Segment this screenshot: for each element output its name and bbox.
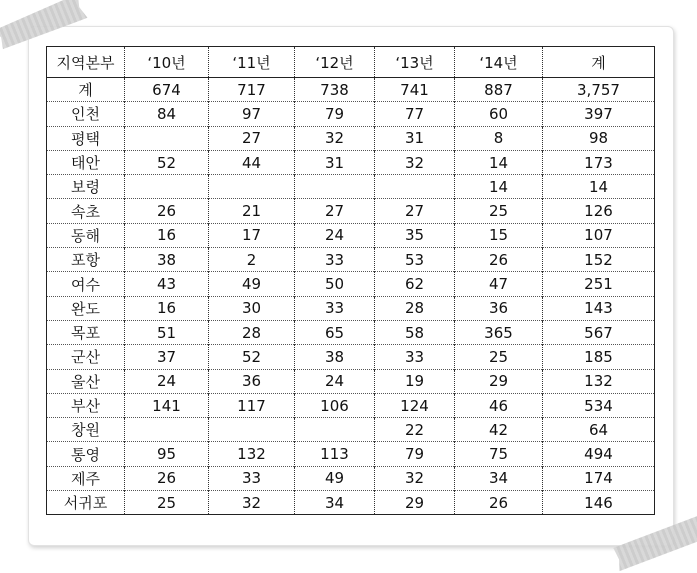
year-value-cell: 19 xyxy=(375,369,455,393)
total-cell: 3,757 xyxy=(543,78,655,102)
year-value-cell: 24 xyxy=(125,369,209,393)
year-value-cell: 141 xyxy=(125,393,209,417)
table-row xyxy=(47,491,655,515)
table-row xyxy=(47,126,655,150)
total-cell: 152 xyxy=(543,248,655,272)
table-row xyxy=(47,175,655,199)
table-row xyxy=(47,248,655,272)
year-value-cell: 28 xyxy=(209,320,295,344)
year-value-cell: 37 xyxy=(125,345,209,369)
table-row xyxy=(47,102,655,126)
year-value-cell: 95 xyxy=(125,442,209,466)
year-value-cell: 674 xyxy=(125,78,209,102)
year-value-cell: 717 xyxy=(209,78,295,102)
table-row xyxy=(47,418,655,442)
year-value-cell: 30 xyxy=(209,296,295,320)
region-cell: 포항 xyxy=(47,248,125,272)
year-value-cell: 28 xyxy=(375,296,455,320)
header-region: 지역본부 xyxy=(47,47,125,78)
total-cell: 143 xyxy=(543,296,655,320)
table-row xyxy=(47,150,655,174)
total-cell: 397 xyxy=(543,102,655,126)
year-value-cell: 97 xyxy=(209,102,295,126)
total-cell: 146 xyxy=(543,491,655,515)
region-cell: 평택 xyxy=(47,126,125,150)
year-value-cell: 47 xyxy=(455,272,543,296)
year-value-cell: 60 xyxy=(455,102,543,126)
region-cell: 목포 xyxy=(47,320,125,344)
year-value-cell: 42 xyxy=(455,418,543,442)
year-value-cell: 77 xyxy=(375,102,455,126)
year-value-cell: 33 xyxy=(295,296,375,320)
table-row xyxy=(47,466,655,490)
region-cell: 통영 xyxy=(47,442,125,466)
table-header-row xyxy=(47,47,655,78)
table-row xyxy=(47,223,655,247)
year-value-cell: 33 xyxy=(209,466,295,490)
header-year-2010: ‘10년 xyxy=(125,47,209,78)
year-value-cell: 132 xyxy=(209,442,295,466)
year-value-cell: 79 xyxy=(375,442,455,466)
year-value-cell: 50 xyxy=(295,272,375,296)
year-value-cell: 741 xyxy=(375,78,455,102)
table-row xyxy=(47,393,655,417)
year-value-cell: 36 xyxy=(455,296,543,320)
region-cell: 동해 xyxy=(47,223,125,247)
total-cell: 185 xyxy=(543,345,655,369)
table-row xyxy=(47,345,655,369)
year-value-cell: 34 xyxy=(455,466,543,490)
year-value-cell: 113 xyxy=(295,442,375,466)
total-cell: 567 xyxy=(543,320,655,344)
year-value-cell: 32 xyxy=(375,150,455,174)
total-cell: 14 xyxy=(543,175,655,199)
header-total: 계 xyxy=(543,47,655,78)
table-row xyxy=(47,442,655,466)
year-value-cell: 34 xyxy=(295,491,375,515)
year-value-cell xyxy=(125,418,209,442)
table-row xyxy=(47,369,655,393)
total-cell: 107 xyxy=(543,223,655,247)
year-value-cell: 24 xyxy=(295,369,375,393)
year-value-cell: 62 xyxy=(375,272,455,296)
year-value-cell: 27 xyxy=(295,199,375,223)
year-value-cell: 16 xyxy=(125,223,209,247)
header-year-2013: ‘13년 xyxy=(375,47,455,78)
year-value-cell: 14 xyxy=(455,150,543,174)
year-value-cell: 24 xyxy=(295,223,375,247)
year-value-cell: 26 xyxy=(455,491,543,515)
year-value-cell xyxy=(209,175,295,199)
year-value-cell: 26 xyxy=(125,199,209,223)
year-value-cell: 21 xyxy=(209,199,295,223)
year-value-cell: 22 xyxy=(375,418,455,442)
year-value-cell: 79 xyxy=(295,102,375,126)
header-year-2011: ‘11년 xyxy=(209,47,295,78)
year-value-cell xyxy=(295,418,375,442)
year-value-cell: 14 xyxy=(455,175,543,199)
year-value-cell: 29 xyxy=(375,491,455,515)
region-cell: 계 xyxy=(47,78,125,102)
year-value-cell: 51 xyxy=(125,320,209,344)
year-value-cell xyxy=(125,126,209,150)
region-cell: 보령 xyxy=(47,175,125,199)
year-value-cell: 124 xyxy=(375,393,455,417)
table-row xyxy=(47,199,655,223)
table-body xyxy=(47,78,655,515)
year-value-cell: 29 xyxy=(455,369,543,393)
statistics-table xyxy=(46,46,655,515)
total-cell: 64 xyxy=(543,418,655,442)
total-cell: 534 xyxy=(543,393,655,417)
year-value-cell: 106 xyxy=(295,393,375,417)
year-value-cell: 31 xyxy=(375,126,455,150)
year-value-cell: 33 xyxy=(375,345,455,369)
year-value-cell: 84 xyxy=(125,102,209,126)
total-cell: 251 xyxy=(543,272,655,296)
year-value-cell: 32 xyxy=(209,491,295,515)
table-row xyxy=(47,296,655,320)
year-value-cell: 49 xyxy=(209,272,295,296)
year-value-cell: 17 xyxy=(209,223,295,247)
year-value-cell: 43 xyxy=(125,272,209,296)
year-value-cell: 53 xyxy=(375,248,455,272)
year-value-cell: 46 xyxy=(455,393,543,417)
year-value-cell: 38 xyxy=(295,345,375,369)
table-row xyxy=(47,272,655,296)
year-value-cell: 36 xyxy=(209,369,295,393)
year-value-cell: 2 xyxy=(209,248,295,272)
header-year-2012: ‘12년 xyxy=(295,47,375,78)
header-year-2014: ‘14년 xyxy=(455,47,543,78)
year-value-cell: 887 xyxy=(455,78,543,102)
region-cell: 속초 xyxy=(47,199,125,223)
year-value-cell xyxy=(125,175,209,199)
total-cell: 494 xyxy=(543,442,655,466)
year-value-cell xyxy=(209,418,295,442)
year-value-cell: 26 xyxy=(125,466,209,490)
year-value-cell: 33 xyxy=(295,248,375,272)
year-value-cell: 27 xyxy=(375,199,455,223)
region-cell: 태안 xyxy=(47,150,125,174)
table-row xyxy=(47,78,655,102)
year-value-cell: 52 xyxy=(125,150,209,174)
year-value-cell: 32 xyxy=(295,126,375,150)
year-value-cell: 27 xyxy=(209,126,295,150)
total-cell: 98 xyxy=(543,126,655,150)
total-cell: 174 xyxy=(543,466,655,490)
year-value-cell: 15 xyxy=(455,223,543,247)
region-cell: 서귀포 xyxy=(47,491,125,515)
year-value-cell: 52 xyxy=(209,345,295,369)
year-value-cell: 32 xyxy=(375,466,455,490)
region-cell: 부산 xyxy=(47,393,125,417)
year-value-cell: 58 xyxy=(375,320,455,344)
total-cell: 173 xyxy=(543,150,655,174)
year-value-cell: 65 xyxy=(295,320,375,344)
year-value-cell: 365 xyxy=(455,320,543,344)
year-value-cell: 25 xyxy=(125,491,209,515)
year-value-cell: 117 xyxy=(209,393,295,417)
region-cell: 인천 xyxy=(47,102,125,126)
year-value-cell xyxy=(295,175,375,199)
year-value-cell: 738 xyxy=(295,78,375,102)
year-value-cell: 75 xyxy=(455,442,543,466)
year-value-cell: 35 xyxy=(375,223,455,247)
year-value-cell: 25 xyxy=(455,199,543,223)
year-value-cell xyxy=(375,175,455,199)
year-value-cell: 8 xyxy=(455,126,543,150)
year-value-cell: 49 xyxy=(295,466,375,490)
region-cell: 창원 xyxy=(47,418,125,442)
year-value-cell: 31 xyxy=(295,150,375,174)
year-value-cell: 16 xyxy=(125,296,209,320)
region-cell: 제주 xyxy=(47,466,125,490)
year-value-cell: 25 xyxy=(455,345,543,369)
table-row xyxy=(47,320,655,344)
year-value-cell: 26 xyxy=(455,248,543,272)
region-cell: 울산 xyxy=(47,369,125,393)
total-cell: 132 xyxy=(543,369,655,393)
year-value-cell: 44 xyxy=(209,150,295,174)
total-cell: 126 xyxy=(543,199,655,223)
year-value-cell: 38 xyxy=(125,248,209,272)
region-cell: 완도 xyxy=(47,296,125,320)
region-cell: 군산 xyxy=(47,345,125,369)
region-cell: 여수 xyxy=(47,272,125,296)
